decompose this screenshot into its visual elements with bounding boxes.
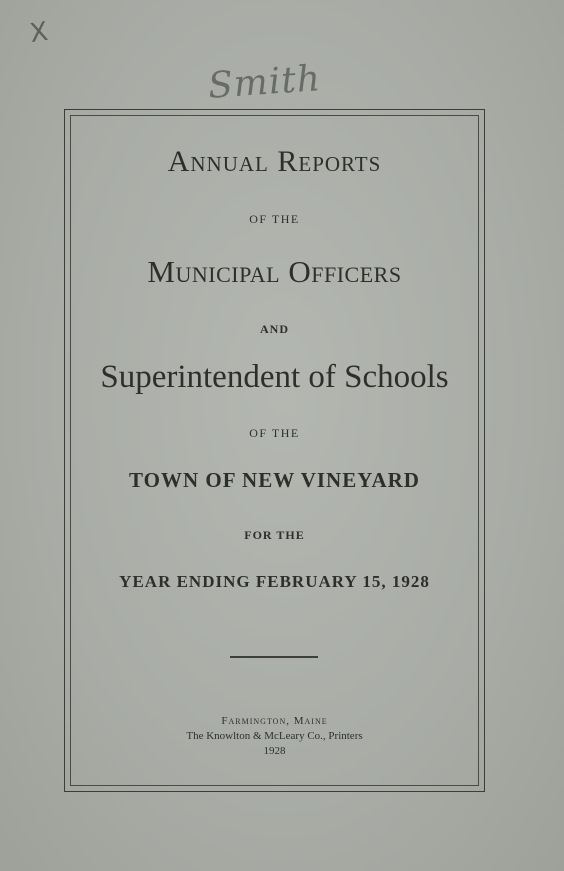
town-name: TOWN OF NEW VINEYARD <box>129 468 420 492</box>
handwritten-x-mark: X <box>27 16 50 50</box>
title-annual-reports: Annual Reports <box>167 145 382 178</box>
title-superintendent-of-schools: Superintendent of Schools <box>100 359 449 395</box>
connector-of-the-1: OF THE <box>249 212 300 226</box>
imprint-place: Farmington, Maine <box>221 715 328 727</box>
year-ending-line: YEAR ENDING FEBRUARY 15, 1928 <box>119 572 430 591</box>
imprint-printer: The Knowlton & McLeary Co., Printers <box>186 730 363 742</box>
connector-of-the-2: OF THE <box>249 426 300 440</box>
connector-and: AND <box>260 322 289 336</box>
connector-for-the: FOR THE <box>244 528 305 542</box>
handwritten-signature: Smith <box>206 58 323 107</box>
title-municipal-officers: Municipal Officers <box>147 254 402 289</box>
divider-rule <box>230 656 318 658</box>
imprint-year: 1928 <box>263 745 286 757</box>
